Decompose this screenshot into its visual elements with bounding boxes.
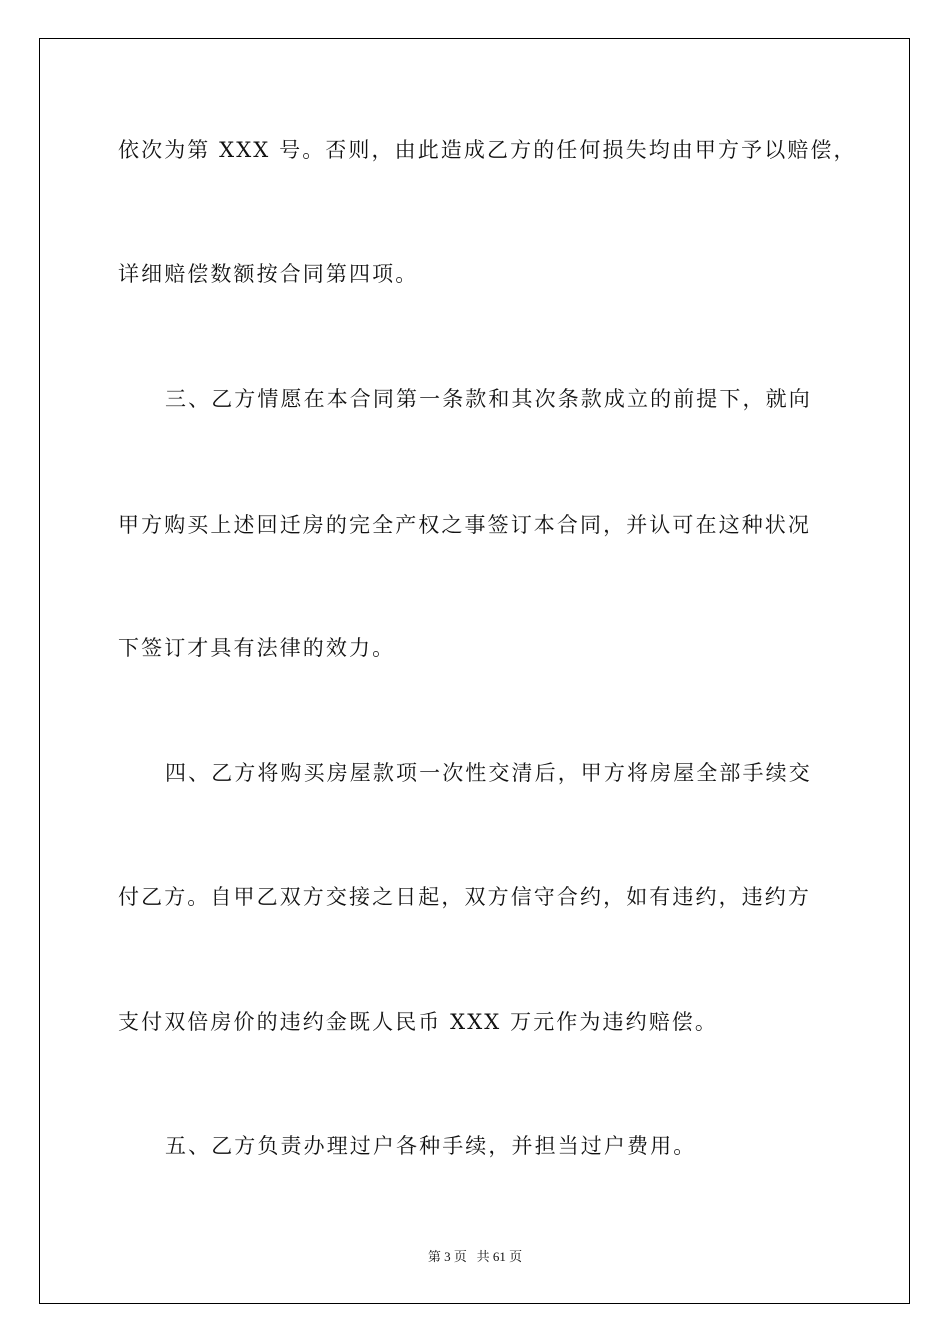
body-line-1: 依次为第 XXX 号。否则，由此造成乙方的任何损失均由甲方予以赔偿，: [118, 138, 857, 162]
body-line-9: 五、乙方负责办理过户各种手续，并担当过户费用。: [165, 1134, 697, 1158]
body-line-7: 付乙方。自甲乙双方交接之日起，双方信守合约，如有违约，违约方: [118, 885, 811, 909]
current-page-label: 第 3 页: [427, 1249, 467, 1264]
page-border: [39, 38, 910, 1304]
total-pages-label: 共 61 页: [476, 1249, 523, 1264]
body-line-3: 三、乙方情愿在本合同第一条款和其次条款成立的前提下，就向: [165, 387, 812, 411]
body-line-4: 甲方购买上述回迁房的完全产权之事签订本合同，并认可在这种状况: [118, 513, 811, 537]
body-line-6: 四、乙方将购买房屋款项一次性交清后，甲方将房屋全部手续交: [165, 761, 812, 785]
body-line-5: 下签订才具有法律的效力。: [118, 636, 396, 660]
body-line-2: 详细赔偿数额按合同第四项。: [118, 262, 419, 286]
page-footer: [0, 1248, 950, 1266]
body-line-8: 支付双倍房价的违约金既人民币 XXX 万元作为违约赔偿。: [118, 1010, 718, 1034]
